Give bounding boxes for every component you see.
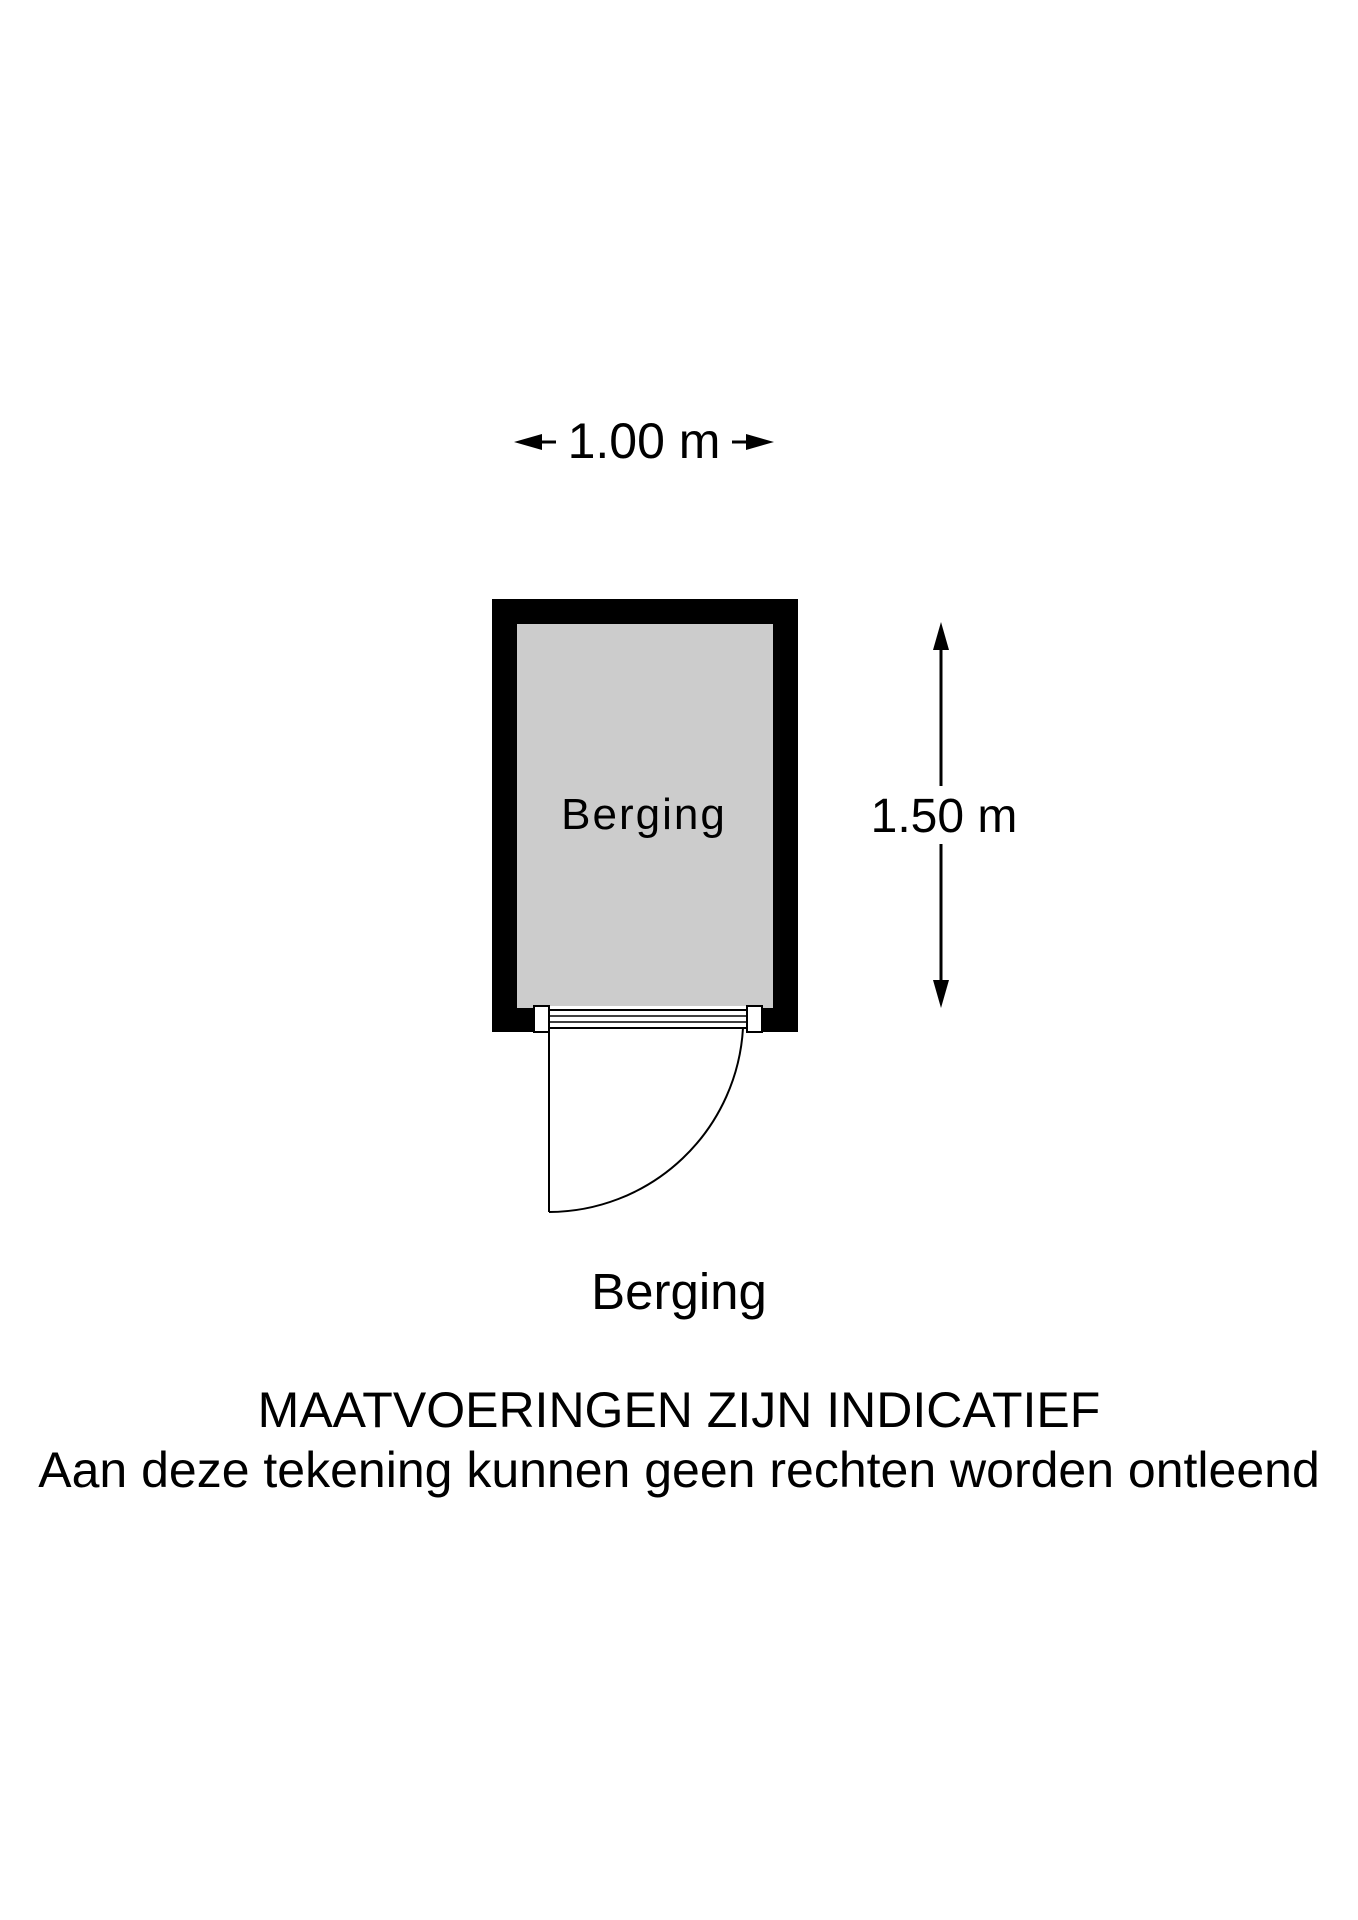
width-dimension-label: 1.00 m bbox=[567, 413, 721, 469]
depth-arrow-up-icon bbox=[933, 622, 949, 650]
door-swing-arc bbox=[549, 1028, 743, 1212]
door-jamb-right bbox=[747, 1006, 762, 1032]
width-arrow-left-icon bbox=[514, 434, 542, 450]
disclaimer-heading: MAATVOERINGEN ZIJN INDICATIEF bbox=[257, 1382, 1101, 1438]
width-dimension bbox=[514, 413, 774, 469]
width-arrow-right-icon bbox=[746, 434, 774, 450]
depth-arrow-down-icon bbox=[933, 980, 949, 1008]
room-berging bbox=[492, 599, 798, 1212]
door-jamb-left bbox=[534, 1006, 549, 1032]
floor-name-caption: Berging bbox=[591, 1263, 767, 1320]
room-label: Berging bbox=[561, 790, 727, 839]
disclaimer-text: Aan deze tekening kunnen geen rechten worden ontleend bbox=[38, 1442, 1320, 1498]
depth-dimension-label: 1.50 m bbox=[870, 790, 1018, 843]
depth-dimension bbox=[871, 622, 1018, 1008]
